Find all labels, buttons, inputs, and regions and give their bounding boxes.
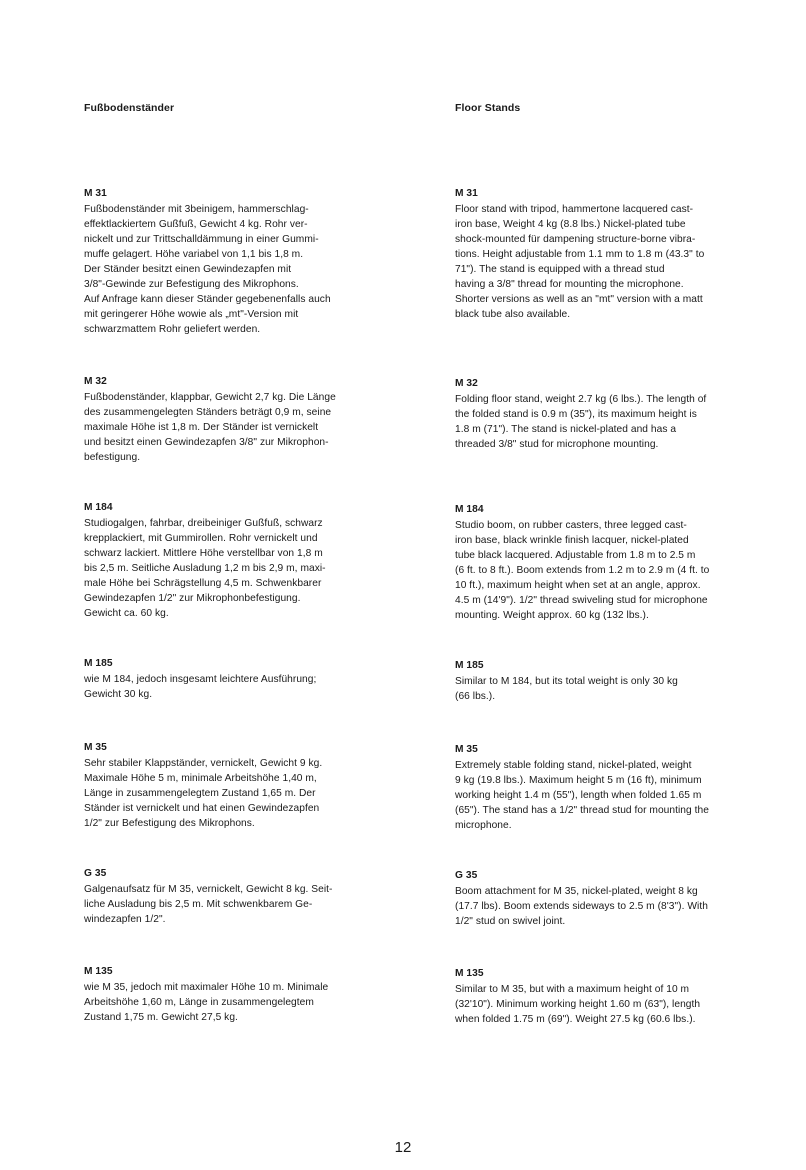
product-description: Similar to M 35, but with a maximum height of 10 m (32'10"). Minimum working height 1.60 m (63"), length when folded 1.75 m (69"). Weight 27.5 kg (60.6 lbs.).	[455, 984, 701, 1025]
entry-m185-german	[84, 656, 367, 702]
product-code: M 31	[455, 188, 478, 199]
product-description: Studio boom, on rubber casters, three legged cast- iron base, black wrinkle finish lacquer, nickel-plated tube black lacquered. Adjustable from 1.8 m to 2.5 m (6 ft. to 8 ft.). Boom extends from 1.2 m to 2.9 m (4 ft. to 10 ft.), maximum height when set at an angle, approx. 4.5 m (14'9"). 1/2" thread swiveling stud for microphone mounting. Weight approx. 60 kg (132 lbs.).	[455, 520, 710, 621]
product-description: wie M 184, jedoch insgesamt leichtere Ausführung; Gewicht 30 kg.	[84, 674, 317, 700]
product-description: Studiogalgen, fahrbar, dreibeiniger Gußfuß, schwarz krepplackiert, mit Gummirollen. Rohr vernickelt und schwarz lackiert. Mittlere Höhe verstellbar von 1,8 m bis 2,5 m. Seitliche Ausladung 1,2 m bis 2,9 m, maxi- male Höhe bei Schrägstellung 4,5 m. Schwenkbarer Gewindezapfen 1/2" zur Mikrophonbefestigung. Gewicht ca. 60 kg.	[84, 518, 326, 619]
product-code: M 35	[455, 744, 478, 755]
product-description: Boom attachment for M 35, nickel-plated, weight 8 kg (17.7 lbs). Boom extends sideways to 2.5 m (8'3"). With 1/2" stud on swivel joint.	[455, 886, 708, 927]
product-code: M 32	[455, 378, 478, 389]
product-description: Extremely stable folding stand, nickel-plated, weight 9 kg (19.8 lbs.). Maximum height 5 m (16 ft), minimum working height 1.4 m (55"), length when folded 1.65 m (65"). The stand has a 1/2" thread stud for mounting the microphone.	[455, 760, 709, 831]
product-code: M 135	[455, 968, 484, 979]
product-description: Galgenaufsatz für M 35, vernickelt, Gewicht 8 kg. Seit- liche Ausladung bis 2,5 m. Mit schwenkbarem Ge- windezapfen 1/2".	[84, 884, 333, 925]
product-description: Floor stand with tripod, hammertone lacquered cast- iron base, Weight 4 kg (8.8 lbs.) Nickel-plated tube shock-mounted für dampening structure-borne vibra- tions. Height adjustable from 1.1 mm to 1.8 m (43.3" to 71"). The stand is equipped with a thread stud having a 3/8" thread for mounting the microphone. Shorter versions as well as an "mt" version with a matt black tube also available.	[455, 204, 705, 320]
product-description: Fußbodenständer, klappbar, Gewicht 2,7 kg. Die Länge des zusammengelegten Ständers beträgt 0,9 m, seine maximale Höhe ist 1,8 m. Der Ständer ist vernickelt und besitzt einen Gewindezapfen 3/8" zur Mikrophon- befestigung.	[84, 392, 336, 463]
entry-m35-english	[455, 742, 738, 833]
product-code: M 185	[84, 658, 113, 669]
entry-m32-english	[455, 376, 738, 452]
entry-g35-english	[455, 868, 738, 929]
entry-m185-english	[455, 658, 738, 704]
product-description: Fußbodenständer mit 3beinigem, hammerschlag- effektlackiertem Gußfuß, Gewicht 4 kg. Rohr ver- nickelt und zur Trittschalldämmung in einer Gummi- muffe gelagert. Höhe variabel von 1,1 bis 1,8 m. Der Ständer besitzt einen Gewindezapfen mit 3/8"-Gewinde zur Befestigung des Mikrophons. Auf Anfrage kann dieser Ständer gegebenenfalls auch mit geringerer Höhe wowie als „mt"-Version mit schwarzmattem Rohr geliefert werden.	[84, 204, 331, 335]
product-description: Folding floor stand, weight 2.7 kg (6 lbs.). The length of the folded stand is 0.9 m (35"), its maximum height is 1.8 m (71"). The stand is nickel-plated and has a threaded 3/8" stud for microphone mounting.	[455, 394, 707, 450]
entry-m31-english	[455, 186, 738, 322]
entry-m32-german	[84, 374, 367, 465]
product-code: M 32	[84, 376, 107, 387]
product-code: G 35	[455, 870, 478, 881]
heading-german: Fußbodenständer	[84, 102, 175, 114]
product-code: M 185	[455, 660, 484, 671]
entry-g35-german	[84, 866, 367, 927]
page-number: 12	[394, 1139, 412, 1156]
heading-english: Floor Stands	[455, 102, 521, 114]
product-description: wie M 35, jedoch mit maximaler Höhe 10 m. Minimale Arbeitshöhe 1,60 m, Länge in zusammengelegtem Zustand 1,75 m. Gewicht 27,5 kg.	[84, 982, 329, 1023]
product-code: M 184	[84, 502, 113, 513]
entry-m31-german	[84, 186, 367, 337]
product-code: M 31	[84, 188, 107, 199]
product-code: G 35	[84, 868, 107, 879]
entry-m135-german	[84, 964, 367, 1025]
entry-m184-english	[455, 502, 738, 623]
entry-m135-english	[455, 966, 738, 1027]
product-description: Sehr stabiler Klappständer, vernickelt, Gewicht 9 kg. Maximale Höhe 5 m, minimale Arbeitshöhe 1,40 m, Länge in zusammengelegtem Zustand 1,65 m. Der Ständer ist vernickelt und hat einen Gewindezapfen 1/2" zur Befestigung des Mikrophons.	[84, 758, 323, 829]
product-description: Similar to M 184, but its total weight is only 30 kg (66 lbs.).	[455, 676, 678, 702]
product-code: M 35	[84, 742, 107, 753]
product-code: M 135	[84, 966, 113, 977]
product-code: M 184	[455, 504, 484, 515]
entry-m184-german	[84, 500, 367, 621]
entry-m35-german	[84, 740, 367, 831]
